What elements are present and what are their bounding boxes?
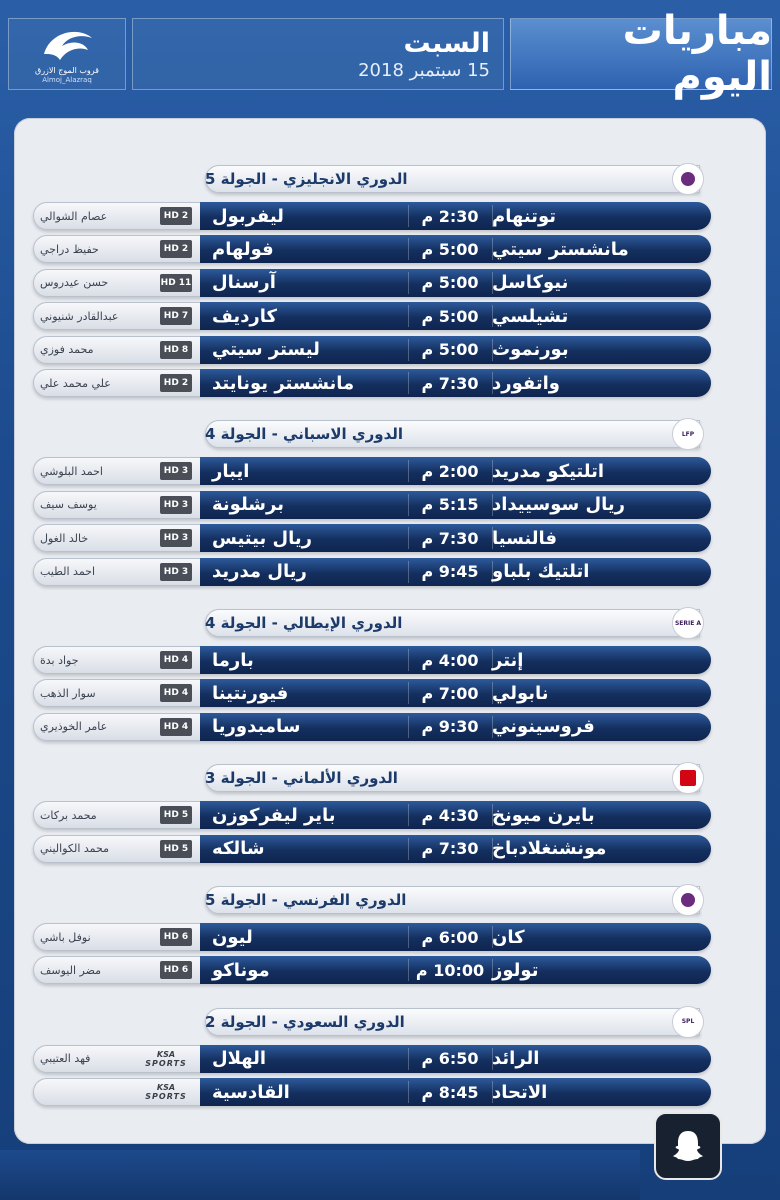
commentator: محمد الكواليني (40, 842, 110, 856)
home-team: إنتر (492, 649, 524, 671)
premier-league-logo-mark (681, 172, 695, 186)
away-team: ليون (212, 926, 253, 948)
match-time: 7:30 م (421, 839, 479, 859)
match-time: 5:00 م (421, 306, 479, 326)
away-team: بارما (212, 649, 254, 671)
league-name: الدوري الانجليزي - الجولة 5 (205, 170, 408, 188)
commentator: عامر الخوذيري (40, 720, 108, 734)
away-team: ليستر سيتي (212, 339, 320, 361)
ligue-1-logo (672, 884, 704, 916)
channel-badge: HD 2 (160, 207, 192, 225)
commentator: خالد الغول (40, 531, 89, 545)
match-time: 5:15 م (421, 495, 479, 515)
match-time: 6:00 م (421, 927, 479, 947)
match-time: 7:30 م (421, 373, 479, 393)
channel-badge: HD 6 (160, 928, 192, 946)
footer-bar (0, 1150, 640, 1200)
ksa-sports-logo-top: KSA (156, 1083, 176, 1093)
channel-badge: HD 2 (160, 240, 192, 258)
logo-text: قروب الموج الازرق (34, 66, 100, 75)
spl-logo (672, 1006, 704, 1038)
away-team: فيورنتينا (212, 682, 289, 704)
league-name: الدوري الإيطالي - الجولة 4 (205, 614, 403, 632)
home-team: مانشستر سيتي (492, 238, 629, 260)
home-team: واتفورد (492, 372, 560, 394)
home-team: الرائد (492, 1048, 540, 1070)
channel-badge: HD 4 (160, 718, 192, 736)
ligue-1-logo-mark (681, 893, 695, 907)
commentator: محمد بركات (40, 808, 97, 822)
home-team: بورنموث (492, 339, 569, 361)
away-team: فولهام (212, 238, 274, 260)
commentator: نوفل باشي (40, 930, 91, 944)
match-time: 2:30 م (421, 206, 479, 226)
day-name: السبت (403, 28, 490, 59)
away-team: ليفربول (212, 205, 284, 227)
league-name: الدوري السعودي - الجولة 2 (205, 1012, 405, 1031)
commentator: علي محمد علي (40, 376, 111, 390)
away-team: مانشستر يونايتد (212, 372, 355, 394)
commentator: حفيظ دراجي (40, 242, 99, 256)
channel-badge: HD 2 (160, 374, 192, 392)
away-team: القادسية (212, 1081, 290, 1103)
match-time: 4:00 م (421, 650, 479, 670)
home-team: ريال سوسييداد (492, 494, 625, 516)
away-team: برشلونة (212, 494, 284, 516)
home-team: تولوز (492, 959, 539, 981)
commentator: احمد البلوشي (40, 464, 103, 478)
match-time: 6:50 م (421, 1049, 479, 1069)
ksa-sports-logo-top: KSA (156, 1049, 176, 1059)
home-team: كان (492, 926, 525, 948)
home-team: نابولي (492, 682, 549, 704)
match-time: 9:30 م (421, 717, 479, 737)
home-team: مونشنغلادباخ (492, 838, 607, 860)
away-team: باير ليفركوزن (212, 804, 336, 826)
channel-badge: HD 5 (160, 806, 192, 824)
ksa-sports-logo-bottom: SPORTS (145, 1092, 187, 1102)
league-name: الدوري الألماني - الجولة 3 (205, 769, 398, 788)
home-team: بايرن ميونخ (492, 804, 595, 826)
channel-badge: HD 3 (160, 462, 192, 480)
away-team: آرسنال (212, 272, 276, 294)
away-team: ريال بيتيس (212, 527, 313, 549)
ksa-sports-logo-bottom: SPORTS (145, 1058, 187, 1068)
home-team: نيوكاسل (492, 272, 569, 294)
commentator: عبدالقادر شنيوني (40, 309, 119, 323)
serie-a-logo (672, 607, 704, 639)
commentator: محمد فوزي (40, 343, 94, 357)
channel-badge: HD 8 (160, 341, 192, 359)
home-team: اتلتيك بلباو (492, 561, 590, 583)
page-title: مباريات اليوم (622, 8, 772, 100)
match-time: 9:45 م (421, 562, 479, 582)
commentator: سوار الذهب (40, 686, 96, 700)
match-time: 7:00 م (421, 683, 479, 703)
commentator (40, 1078, 154, 1106)
channel-badge: HD 3 (160, 496, 192, 514)
snapchat-ghost-icon (668, 1126, 708, 1166)
channel-badge: HD 3 (160, 529, 192, 547)
commentator: مضر اليوسف (40, 963, 102, 977)
commentator: جواد بدة (40, 653, 79, 667)
logo-text-latin: Almoj_Alazraq (42, 76, 92, 84)
bundesliga-logo-mark (680, 770, 696, 786)
away-team: ريال مدريد (212, 561, 307, 583)
home-team: اتلتيكو مدريد (492, 460, 605, 482)
home-team: فروسينوني (492, 716, 595, 738)
commentator: يوسف سيف (40, 498, 97, 512)
channel-badge: HD 7 (160, 307, 192, 325)
header (0, 0, 780, 104)
home-team: تشيلسي (492, 305, 569, 327)
league-name: الدوري الفرنسي - الجولة 5 (205, 891, 407, 909)
wave-logo-icon (38, 24, 98, 66)
commentator: فهد العتيبي (40, 1052, 91, 1066)
home-team: توتنهام (492, 205, 556, 227)
away-team: سامبدوريا (212, 716, 301, 738)
away-team: الهلال (212, 1048, 267, 1070)
match-time: 5:00 م (421, 340, 479, 360)
bundesliga-logo (672, 762, 704, 794)
match-time: 2:00 م (421, 461, 479, 481)
commentator: احمد الطيب (40, 565, 96, 579)
channel-badge: HD 3 (160, 563, 192, 581)
away-team: كارديف (212, 305, 278, 327)
away-team: شالكه (212, 838, 265, 860)
match-time: 5:00 م (421, 273, 479, 293)
channel-badge: HD 4 (160, 684, 192, 702)
serie-a-logo-mark: SERIE A (674, 619, 702, 627)
match-time: 10:00 م (415, 960, 485, 980)
match-time: 8:45 م (421, 1082, 479, 1102)
laliga-logo-mark: LFP (681, 430, 695, 438)
match-time: 5:00 م (421, 239, 479, 259)
channel-badge: HD 4 (160, 651, 192, 669)
channel-badge: HD 6 (160, 961, 192, 979)
channel-badge: HD 11 (160, 274, 192, 292)
spl-logo-mark: SPL (681, 1018, 695, 1026)
match-time: 7:30 م (421, 528, 479, 548)
commentator: عصام الشوالي (40, 209, 108, 223)
snapchat-icon[interactable] (654, 1112, 722, 1180)
date-text: 15 سبتمبر 2018 (358, 60, 490, 81)
commentator: حسن عيدروس (40, 276, 109, 290)
away-team: موناكو (212, 959, 270, 981)
premier-league-logo (672, 163, 704, 195)
away-team: ايبار (212, 460, 250, 482)
league-name: الدوري الاسباني - الجولة 4 (205, 425, 404, 444)
channel-badge: HD 5 (160, 840, 192, 858)
home-team: الاتحاد (492, 1081, 548, 1103)
home-team: فالنسيا (492, 527, 558, 549)
match-time: 4:30 م (421, 805, 479, 825)
